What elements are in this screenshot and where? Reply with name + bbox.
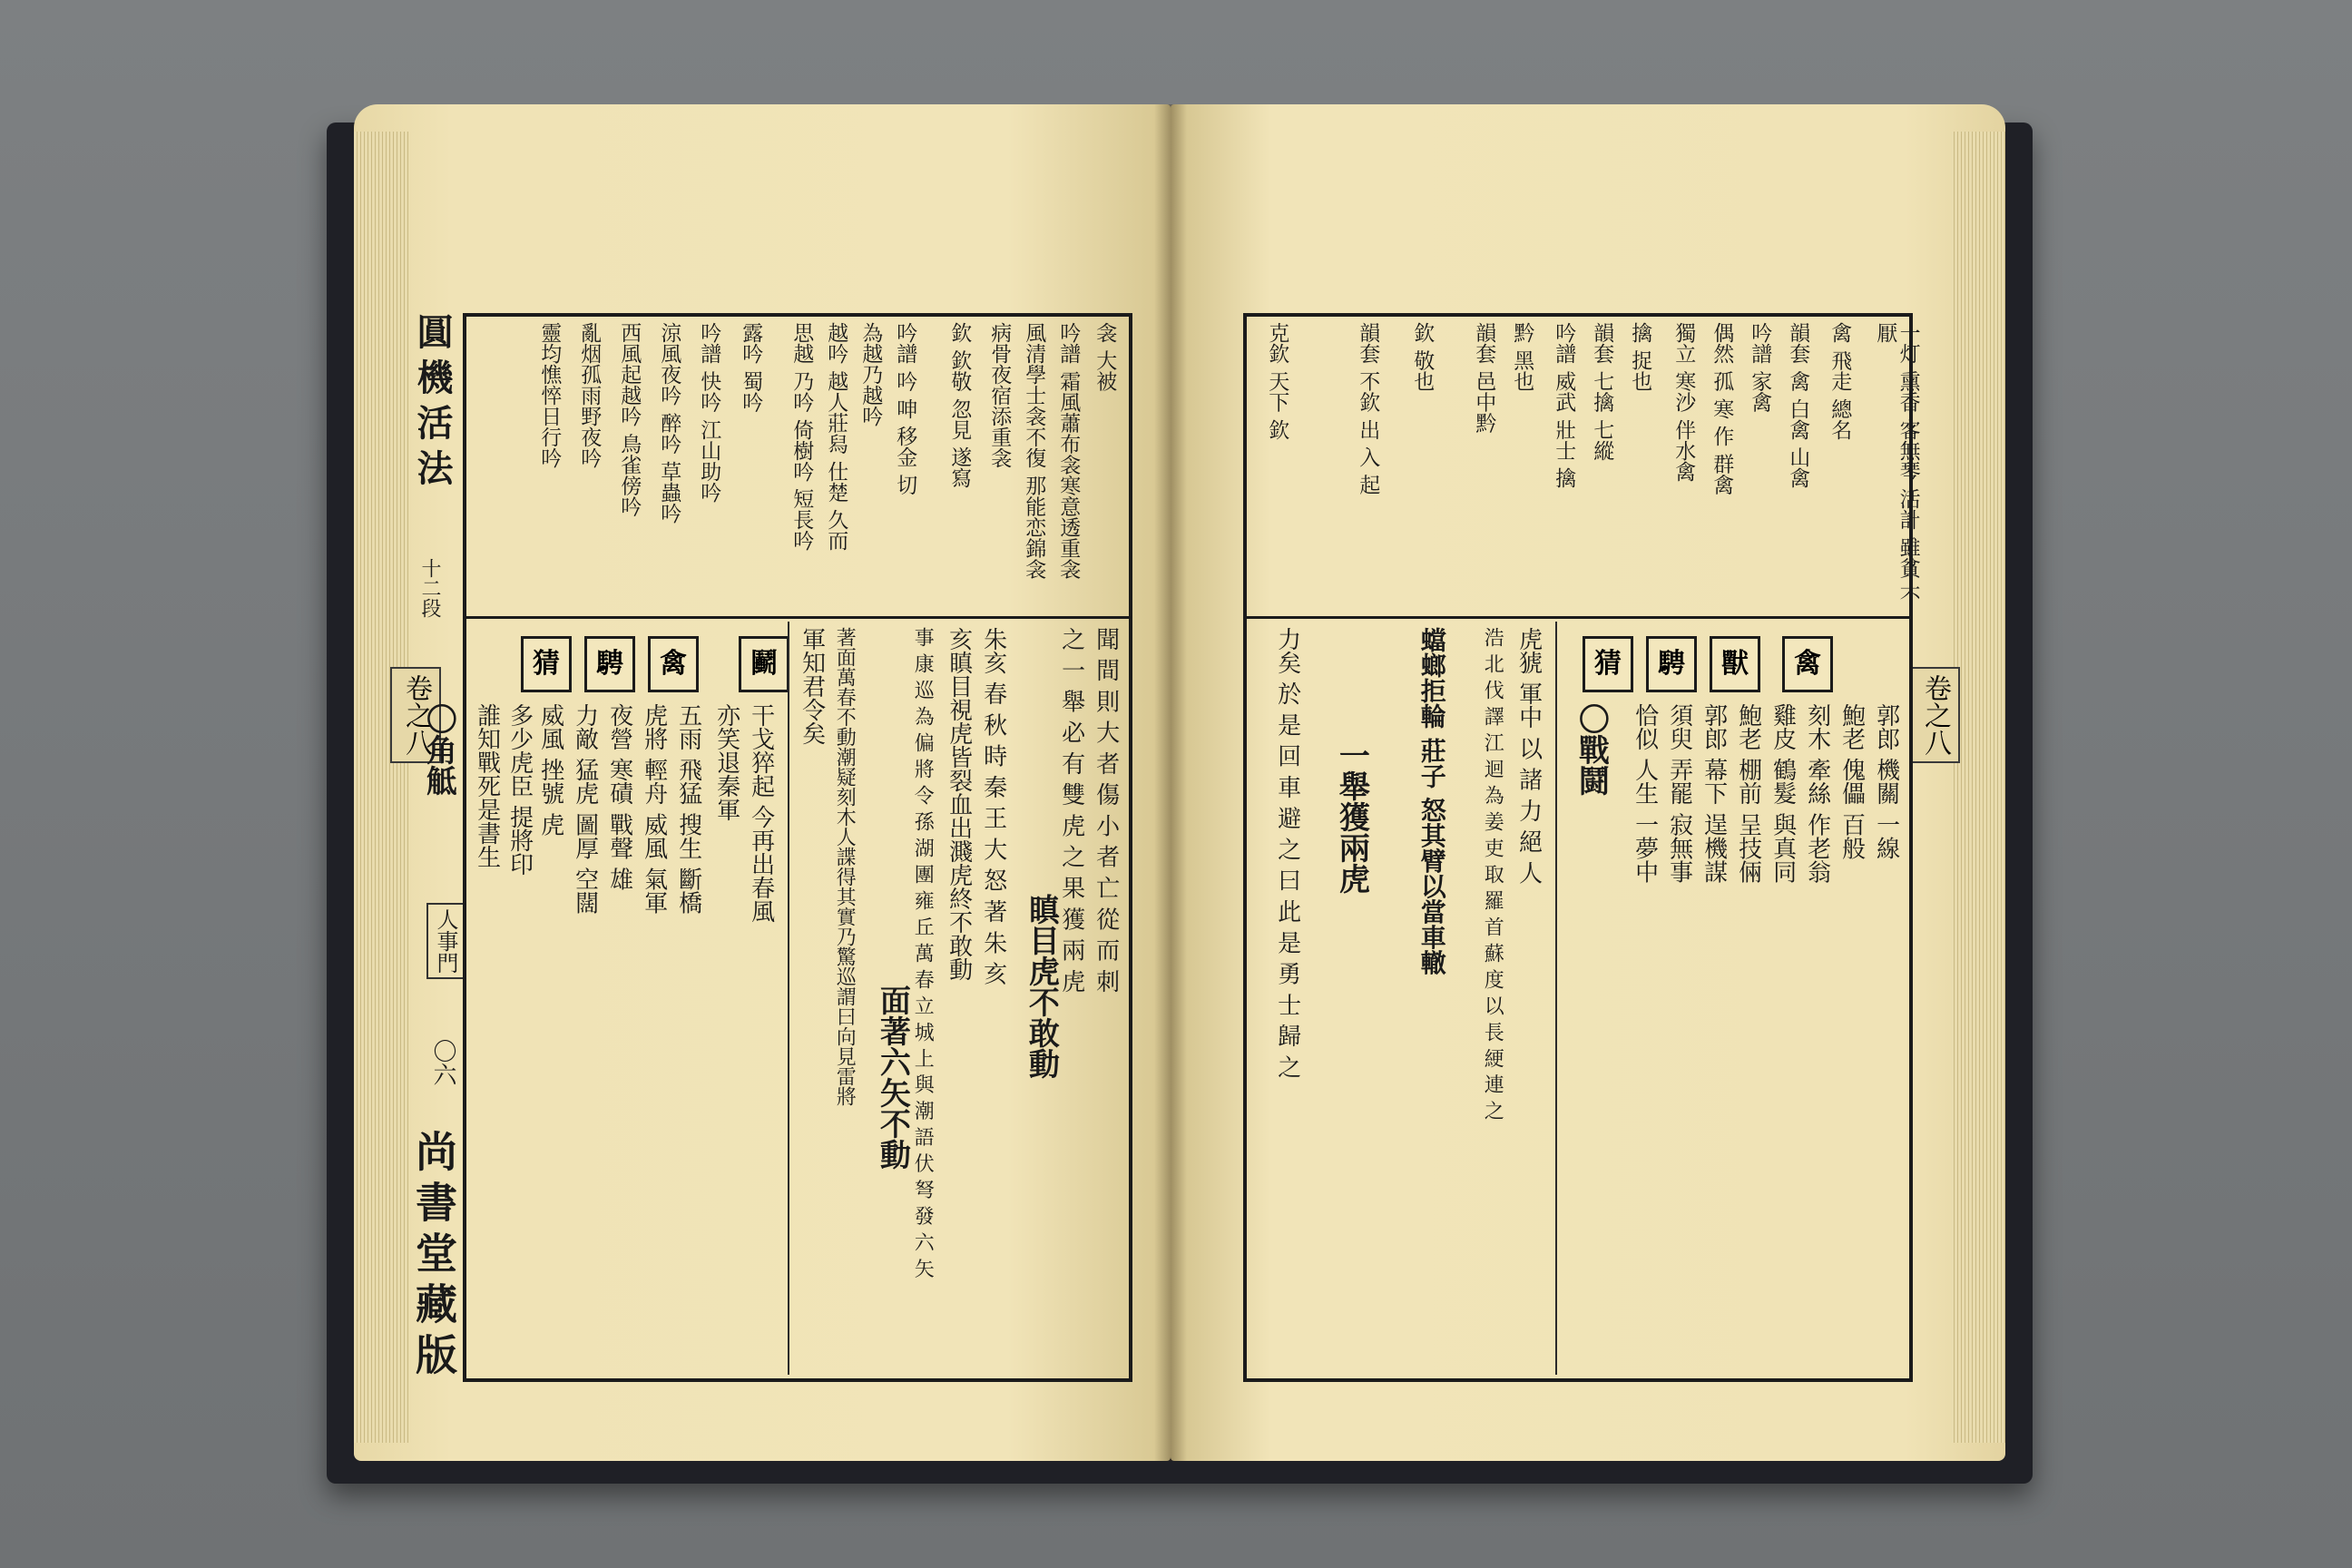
top-column: 涼風夜吟 醉吟 草蟲吟 [657, 322, 681, 524]
body-column: 著面萬春不動潮疑刻木人諜得其實乃驚巡謂曰向見雷將 [833, 627, 857, 1106]
body-column: 軍知君令矣 [798, 627, 826, 745]
column-rule [1555, 622, 1557, 1375]
left-top-region [466, 317, 1129, 616]
body-column: 虎將 輕舟 威風 氣軍 [640, 703, 668, 915]
top-column: 病骨夜宿添重衾 [987, 322, 1012, 468]
left-page-edges [354, 132, 408, 1443]
top-column: 克欽 天下 欽 [1265, 322, 1289, 440]
top-column: 露吟 蜀吟 [739, 322, 763, 413]
top-column: 韻套 禽 白禽 山禽 [1786, 322, 1810, 488]
section-title: 〇戰鬪 [1573, 703, 1610, 796]
heading-box: 鬬 [739, 636, 789, 692]
body-column: 夜營 寒磧 戰聲 雄 [605, 703, 633, 891]
top-column: 禽 飛走 總名 [1828, 322, 1852, 440]
body-column-emphasis: 蟷螂拒輪 莊子 怒其臂以當車轍 [1416, 627, 1447, 975]
frame-divider [466, 616, 1129, 619]
section-title: 〇角觝 [420, 703, 457, 796]
body-column: 鮑老 傀儡 百般 [1838, 703, 1866, 860]
top-column: 韻套 不欽 出 入 起 [1356, 322, 1380, 495]
body-column: 誰知戰死是書生 [473, 703, 501, 868]
body-column: 之 一 舉 必 有 雙 虎 之 果 獲 兩 虎 [1057, 627, 1085, 993]
column-rule [788, 622, 789, 1375]
top-column: 吟譜 快吟 江山助吟 [697, 322, 721, 503]
top-column: 一灯 熏香 客無琴 活計 雖貧 不厭 [1873, 322, 1920, 606]
top-column: 為越乃越吟 [858, 322, 883, 426]
body-column: 郭郎 機關 一線 [1872, 703, 1900, 860]
top-column: 衾 大被 [1093, 322, 1117, 392]
top-column: 韻套 七擒 七縱 [1590, 322, 1614, 461]
top-column: 吟譜 家禽 [1748, 322, 1772, 413]
publisher-mark: 尚書堂藏版 [409, 1130, 458, 1384]
body-column: 須臾 弄罷 寂無事 [1665, 703, 1693, 884]
body-column: 亥瞋目視虎皆裂血出濺虎終不敢動 [945, 627, 973, 981]
heading-box: 騁 [1646, 636, 1697, 692]
body-column: 浩 北 伐 譯 江 迴 為 姜 吏 取 羅 首 蘇 度 以 長 綆 連 之 [1481, 627, 1504, 1121]
left-page [354, 104, 1171, 1461]
top-column: 吟譜 威武 壯士 擒 [1552, 322, 1576, 488]
top-column: 西風起越吟 鳥雀傍吟 [617, 322, 642, 517]
top-column: 思越 乃吟 倚樹吟 短長吟 [789, 322, 814, 551]
top-column: 韻套 邑中黔 [1472, 322, 1496, 434]
body-column: 聞 間 則 大 者 傷 小 者 亡 從 而 刺 [1092, 627, 1120, 993]
heading-box: 猜 [1583, 636, 1633, 692]
top-column: 欽 敬也 [1410, 322, 1435, 392]
heading-box: 禽 [648, 636, 699, 692]
heading-box: 猜 [521, 636, 572, 692]
body-column: 亦笑退秦軍 [712, 703, 740, 821]
body-column: 力矣 於 是 回 車 避 之 曰 此 是 勇 士 歸 之 [1273, 627, 1301, 1079]
heading-box: 禽 [1782, 636, 1833, 692]
body-column: 干戈猝起 今再出春風 [747, 703, 775, 924]
body-column: 朱亥 春 秋 時 秦 王 大 怒 著 朱 亥 [979, 627, 1007, 985]
page-number: 〇六 [429, 1039, 456, 1086]
body-column: 力敵 猛虎 圖厚 空闊 [571, 703, 599, 915]
volume-tab-right: 卷之八 [1909, 667, 1960, 763]
body-column: 恰似 人生 一夢中 [1631, 703, 1659, 884]
top-column: 靈均憔悴日行吟 [537, 322, 562, 468]
top-column: 欽 欽敬 忽見 遂寫 [947, 322, 972, 488]
volume-tab-left: 卷之八 [390, 667, 441, 763]
body-column-emphasis: 一舉獲兩虎 [1333, 740, 1370, 894]
open-book [327, 104, 2033, 1484]
top-column: 吟譜 霜風蕭布衾寒意透重衾 [1056, 322, 1081, 580]
body-column: 威風 挫號 虎 [536, 703, 564, 837]
body-column: 虎猇 軍中 以 諸 力 絕 人 [1514, 627, 1543, 885]
top-column: 黔 黑也 [1510, 322, 1534, 392]
frame-divider [1247, 616, 1909, 619]
body-column: 五雨 飛猛 搜生 斷橋 [674, 703, 702, 915]
margin-section: 十二段 [418, 558, 441, 618]
category-label: 人事門 [426, 903, 466, 979]
margin-title: 圓機活法 [411, 313, 454, 495]
top-column: 獨立 寒沙 伴水禽 [1671, 322, 1696, 482]
body-column-emphasis: 面著六矢不動 [874, 985, 911, 1170]
body-column: 鮑老 棚前 呈技倆 [1734, 703, 1762, 884]
body-column: 郭郎 幕下 逞機謀 [1700, 703, 1728, 884]
right-page [1171, 104, 2005, 1461]
body-column: 事 康 巡 為 偏 將 令 孫 湖 團 雍 丘 萬 春 立 城 上 與 潮 語 伏 弩 發 六 矢 [911, 627, 935, 1279]
right-page-edges [1951, 132, 2005, 1443]
top-column: 風清學士衾不復 那能恋錦衾 [1022, 322, 1046, 580]
top-column: 亂烟孤雨野夜吟 [577, 322, 602, 468]
heading-box: 獸 [1710, 636, 1760, 692]
book-gutter [1154, 104, 1187, 1461]
right-bottom-region [1247, 622, 1909, 1375]
heading-box: 騁 [584, 636, 635, 692]
top-column: 吟譜 吟 呻 移金 切 [893, 322, 917, 495]
right-text-frame [1243, 313, 1920, 1382]
body-column-emphasis: 瞋目虎不敢動 [1023, 894, 1060, 1079]
top-column: 擒 捉也 [1628, 322, 1652, 392]
right-top-region [1247, 317, 1920, 616]
top-column: 偶然 孤 寒 作 群禽 [1710, 322, 1734, 495]
top-column: 越吟 越人莊舄 仕楚 久而 [824, 322, 848, 551]
body-column: 雞皮 鶴髮 與真同 [1769, 703, 1797, 884]
body-column: 刻木 牽絲 作老翁 [1803, 703, 1831, 884]
body-column: 多少虎臣 提將印 [505, 703, 534, 877]
